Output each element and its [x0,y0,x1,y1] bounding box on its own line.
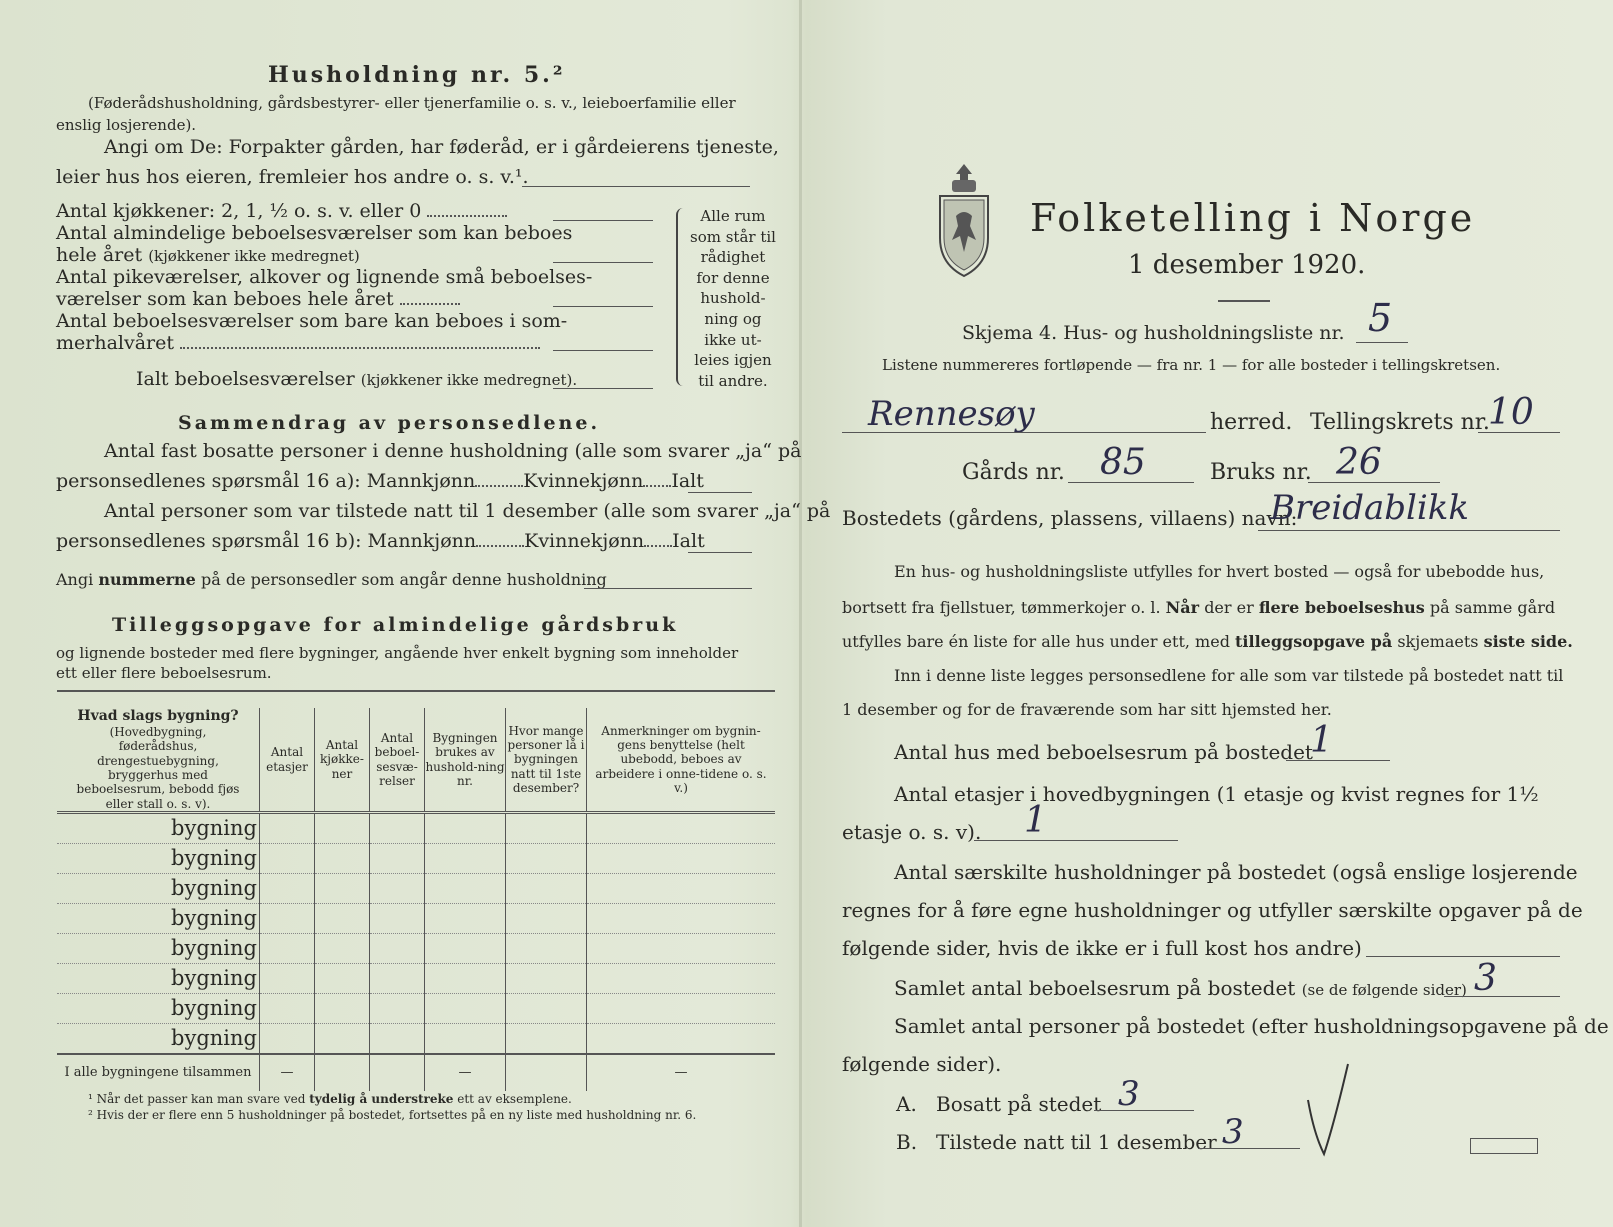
brace-note: Alle rum som står til rådighet for denne hushold- ning og ikke ut- leies igjen til andre. [690,207,776,390]
holding-number-line [1308,482,1440,483]
floors-answer-line [974,840,1178,841]
herred-label: herred. [1210,410,1293,435]
total-rooms-answer-line [553,388,653,389]
rooms-cell [370,904,425,934]
households-line1: Antal særskilte husholdninger på bostedet (også enslige losjerende [894,860,1578,884]
building-type-cell: bygning [57,964,260,994]
households-line2: regnes for å føre egne husholdninger og utfyller særskilte opgaver på de [842,898,1583,922]
building-type-cell: bygning [57,1024,260,1055]
summer-rooms-line1: Antal beboelsesværelser som bare kan beboes i som- [56,310,568,332]
present-line1: Antal personer som var tilstede natt til 1 desember (alle som svarer „ja“ på [104,500,831,522]
present-b-value: 3 [1222,1112,1244,1152]
kitchens-cell [315,964,370,994]
persons-cell [506,964,587,994]
floors-line1: Antal etasjer i hovedbygningen (1 etasje og kvist regnes for 1½ [894,782,1539,806]
persons-cell [506,1024,587,1055]
building-type-cell: bygning [57,904,260,934]
present-line2: personsedlenes spørsmål 16 b): Mannkjønn Kvinnekjønn Ialt [56,530,705,552]
footnote-1: ¹ Når det passer kan man svare ved tydelig å understreke ett av eksemplene. [88,1092,572,1106]
building-row [57,964,775,994]
instructions-1-line1: En hus- og husholdningsliste utfylles for hvert bosted — også for ubebodde hus, [894,562,1545,581]
building-row [57,874,775,904]
household-subheading-line2: enslig losjerende). [56,116,197,134]
total-label: I alle bygningene tilsammen [57,1054,260,1091]
ordinary-rooms-line2: hele året (kjøkkener ikke medregnet) [56,244,360,266]
floors-cell [260,904,315,934]
floors-line2: etasje o. s. v). [842,820,982,844]
col-floors: Antal etasjer [260,708,315,813]
building-row [57,994,775,1024]
floors-cell [260,874,315,904]
rooms-cell [370,994,425,1024]
ordinary-rooms-answer-line [553,262,653,263]
table-header-row [57,708,775,813]
building-row [57,844,775,874]
numbers-line: Angi nummerne på de personsedler som angår denne husholdning [56,570,607,589]
household-cell [425,813,506,844]
kitchens-cell [315,813,370,844]
summary-heading: Sammendrag av personsedlene. [178,412,601,434]
total-household: — [425,1054,506,1091]
present-b-label: B. [896,1130,918,1154]
list-number-value: 5 [1368,296,1393,340]
resident-a-value: 3 [1118,1074,1140,1114]
district-value: 10 [1488,392,1534,433]
census-date: 1 desember 1920. [1128,250,1366,280]
building-type-cell: bygning [57,934,260,964]
farm-number-label: Gårds nr. [962,460,1065,485]
maid-rooms-line1: Antal pikeværelser, alkover og lignende små beboelses- [56,266,593,288]
rooms-brace [676,208,690,386]
building-row [57,934,775,964]
col-kitchens: Antal kjøkke-ner [315,708,370,813]
present-b-text: Tilstede natt til 1 desember [936,1130,1217,1154]
total-dwelling-rooms-label: Samlet antal beboelsesrum på bostedet (se de følgende sider) [894,976,1467,1000]
rooms-cell [370,874,425,904]
total-persons [506,1054,587,1091]
district-label: Tellingskrets nr. [1310,410,1490,435]
angi-line2: leier hus hos eieren, fremleier hos andre o. s. v.¹. [56,166,529,188]
kitchens-cell [315,994,370,1024]
remarks-cell [587,964,776,994]
ordinary-rooms-line1: Antal almindelige beboelsesværelser som kan beboes [56,222,573,244]
title-rule [1218,300,1270,302]
household-cell [425,874,506,904]
farm-number-line [1068,482,1194,483]
kitchens-answer-line [553,220,653,221]
col-remarks: Anmerkninger om bygnin-gens benyttelse (helt ubebodd, beboes av arbeidere i onne-tidene o. s. v.) [587,708,776,813]
norway-coat-of-arms-icon [934,160,994,282]
households-answer-line [1366,956,1560,957]
col-household-nr: Bygningen brukes av hushold-ning nr. [425,708,506,813]
kitchens-cell [315,904,370,934]
total-dwelling-rooms-value: 3 [1474,958,1497,999]
resident-a-text: Bosatt på stedet [936,1092,1102,1116]
kitchens-label: Antal kjøkkener: 2, 1, ½ o. s. v. eller 0 [56,200,507,222]
holding-number-value: 26 [1336,442,1382,483]
floors-cell [260,844,315,874]
supplement-heading: Tilleggsopgave for almindelige gårdsbruk [112,614,679,636]
holding-number-label: Bruks nr. [1210,460,1312,485]
col-building-type: Hvad slags bygning? (Hovedbygning, føderådshus, drengestuebygning, bryggerhus med beboelsesrum, bebodd fjøs eller stall o. s. v). [57,708,260,813]
instructions-2-line2: 1 desember og for de fraværende som har sitt hjemsted her. [842,700,1332,719]
persons-cell [506,874,587,904]
building-type-cell: bygning [57,813,260,844]
dwelling-name-label: Bostedets (gårdens, plassens, villaens) navn: [842,506,1298,530]
list-number-line [1356,342,1408,343]
total-persons-line1: Samlet antal personer på bostedet (efter husholdningsopgavene på de [894,1014,1609,1038]
remarks-cell [587,934,776,964]
table-top-rule [57,690,775,692]
household-cell [425,844,506,874]
resident-a-line [1094,1110,1194,1111]
present-b-line [1198,1148,1300,1149]
floors-cell [260,813,315,844]
persons-cell [506,844,587,874]
footnote-2: ² Hvis der er flere enn 5 husholdninger på bostedet, fortsettes på en ny liste med husholdning nr. 6. [88,1108,697,1122]
remarks-cell [587,844,776,874]
total-kitchens [315,1054,370,1091]
total-persons-line2: følgende sider). [842,1052,1002,1076]
floors-cell [260,994,315,1024]
maid-rooms-line2: værelser som kan beboes hele året [56,288,460,310]
angi-answer-line [522,186,750,187]
remarks-cell [587,1024,776,1055]
household-subheading-line1: (Føderådshusholdning, gårdsbestyrer- eller tjenerfamilie o. s. v., leieboerfamilie eller [88,94,736,112]
rooms-cell [370,964,425,994]
rooms-cell [370,813,425,844]
rooms-cell [370,844,425,874]
persons-cell [506,994,587,1024]
kitchens-cell [315,1024,370,1055]
remarks-cell [587,874,776,904]
kitchens-cell [315,874,370,904]
household-cell [425,904,506,934]
angi-line1: Angi om De: Forpakter gården, har føderåd, er i gårdeierens tjeneste, [104,136,779,158]
houses-label: Antal hus med beboelsesrum på bostedet [894,740,1313,764]
instructions-1-line3: utfylles bare én liste for alle hus under ett, med tilleggsopgave på skjemaets siste side. [842,632,1573,651]
herred-value: Rennesøy [868,394,1035,434]
resident-line1: Antal fast bosatte personer i denne husholdning (alle som svarer „ja“ på [104,440,802,462]
numbers-answer-line [584,588,752,589]
building-row [57,1024,775,1055]
persons-cell [506,934,587,964]
herred-line [842,432,1206,433]
kitchens-cell [315,934,370,964]
total-rooms [370,1054,425,1091]
floors-value: 1 [1024,800,1047,841]
schema-label: Skjema 4. Hus- og husholdningsliste nr. [962,322,1345,344]
rooms-cell [370,1024,425,1055]
remarks-cell [587,904,776,934]
summer-rooms-line2: merhalvåret [56,332,540,354]
maid-rooms-answer-line [553,306,653,307]
floors-cell [260,1024,315,1055]
rooms-cell [370,934,425,964]
floors-cell [260,934,315,964]
households-line3: følgende sider, hvis de ikke er i full kost hos andre) [842,936,1362,960]
resident-line2: personsedlenes spørsmål 16 a): Mannkjønn Kvinnekjønn Ialt [56,470,704,492]
instructions-2-line1: Inn i denne liste legges personsedlene for alle som var tilstede på bostedet natt til [894,666,1564,685]
present-total-line [688,552,752,553]
table-total-row [57,1054,775,1091]
supplement-line1: og lignende bosteder med flere bygninger, angående hver enkelt bygning som inneholder [56,644,739,662]
dwelling-name-value: Breidablikk [1270,488,1469,528]
household-cell [425,1024,506,1055]
total-rooms-label: Ialt beboelsesværelser (kjøkkener ikke medregnet). [136,368,578,390]
farm-number-value: 85 [1100,442,1146,483]
building-type-cell: bygning [57,874,260,904]
building-row [57,813,775,844]
numbering-note: Listene nummereres fortløpende — fra nr. 1 — for alle bosteder i tellingskretsen. [882,356,1501,374]
remarks-cell [587,813,776,844]
houses-line [1286,760,1390,761]
building-row [57,904,775,934]
building-type-cell: bygning [57,994,260,1024]
household-cell [425,964,506,994]
floors-cell [260,964,315,994]
kitchens-cell [315,844,370,874]
houses-value: 1 [1310,720,1333,761]
remarks-cell [587,994,776,1024]
printer-stamp-icon [1470,1138,1538,1154]
household-heading: Husholdning nr. 5.² [268,62,566,88]
supplement-line2: ett eller flere beboelsesrum. [56,664,272,682]
persons-cell [506,904,587,934]
total-floors: — [260,1054,315,1091]
household-cell [425,934,506,964]
col-rooms: Antal beboel-sesvæ-relser [370,708,425,813]
buildings-table [57,708,775,1091]
form-title: Folketelling i Norge [1030,196,1476,240]
resident-total-line [688,492,752,493]
resident-a-label: A. [896,1092,917,1116]
district-line [1478,432,1560,433]
household-cell [425,994,506,1024]
summer-rooms-answer-line [553,350,653,351]
total-remarks: — [587,1054,776,1091]
col-persons: Hvor mange personer lå i bygningen natt til 1ste desember? [506,708,587,813]
total-dwelling-rooms-line [1444,996,1560,997]
page-fold [799,0,802,1227]
building-type-cell: bygning [57,844,260,874]
persons-cell [506,813,587,844]
dwelling-name-line [1258,530,1560,531]
instructions-1-line2: bortsett fra fjellstuer, tømmerkojer o. l. Når der er flere beboelseshus på samme gård [842,598,1556,617]
check-mark-icon [1300,1060,1360,1160]
